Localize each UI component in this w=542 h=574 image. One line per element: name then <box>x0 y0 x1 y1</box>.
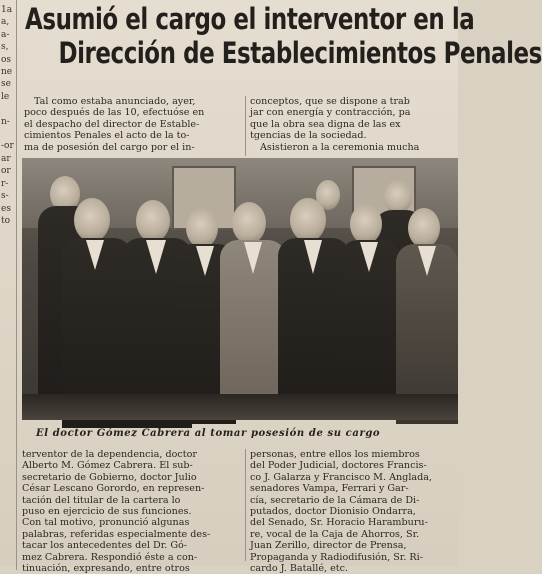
text-line: del Poder Judicial, doctores Francis- <box>250 460 427 472</box>
fragment-line <box>0 103 16 115</box>
fragment-line: r- <box>1 178 9 189</box>
text-line: palabras, referidas especialmente des- <box>22 528 211 540</box>
fragment-line: ne <box>1 67 13 78</box>
fragment-line <box>0 413 16 425</box>
text-line: el despacho del director de Estable- <box>24 118 200 130</box>
text-line: putados, doctor Dionisio Ondarra, <box>250 506 416 518</box>
fragment-line: 1a <box>1 5 13 15</box>
fragment-line <box>0 289 16 301</box>
fragment-line <box>0 389 16 401</box>
text-line: tación del titular de la cartera lo <box>22 494 181 506</box>
text-line: jar con energía y contracción, pa <box>250 107 411 119</box>
column-divider-top <box>245 96 246 156</box>
text-line: del Senado, Sr. Horacio Haramburu- <box>250 517 428 529</box>
fragment-line <box>0 438 16 450</box>
headline-line-2: Dirección de Establecimientos Penales <box>58 36 542 70</box>
text-line: que la obra sea digna de las ex <box>250 118 401 130</box>
text-line: cía, secretario de la Cámara de Di- <box>250 494 420 506</box>
text-line: tacar los antecedentes del Dr. Gó- <box>22 540 188 552</box>
text-line: Juan Zerillo, director de Prensa, <box>250 540 407 552</box>
text-line: cardo J. Batallé, etc. <box>250 563 349 574</box>
fragment-line: os <box>1 54 12 65</box>
fragment-line <box>0 525 16 537</box>
fragment-line <box>0 302 16 314</box>
fragment-line: s- <box>1 191 9 202</box>
text-line: conceptos, que se dispone a trab <box>250 96 410 107</box>
fragment-line <box>0 314 16 326</box>
text-line: mez Cabrera. Respondió éste a con- <box>22 551 198 563</box>
text-line: poco después de las 10, efectuóse en <box>24 107 205 119</box>
text-line: personas, entre ellos los miembros <box>250 449 420 460</box>
text-line: puso en ejercicio de sus funciones. <box>22 506 192 518</box>
fragment-line <box>0 550 16 562</box>
fragment-line: n- <box>1 116 10 127</box>
headline-line-1: Asumió el cargo el interventor en la <box>25 2 475 36</box>
fragment-line: or <box>1 166 11 177</box>
fragment-line: se <box>1 79 11 90</box>
text-line: tgencias de la sociedad. <box>250 130 367 142</box>
fragment-line: a- <box>1 29 10 40</box>
fragment-line <box>0 500 16 512</box>
text-line: re, vocal de la Caja de Ahorros, Sr. <box>250 528 420 540</box>
text-line: terventor de la dependencia, doctor <box>22 449 197 460</box>
fragment-line: ar <box>1 153 11 164</box>
text-line: tinuación, expresando, entre otros <box>22 563 190 574</box>
fragment-line <box>0 339 16 351</box>
fragment-line <box>0 401 16 413</box>
fragment-line <box>0 475 16 487</box>
continuation-column-left <box>22 449 242 574</box>
fragment-line <box>0 351 16 363</box>
fragment-line <box>0 451 16 463</box>
text-line: Tal como estaba anunciado, ayer, <box>34 96 196 107</box>
fragment-line <box>0 252 16 264</box>
fragment-line <box>0 277 16 289</box>
text-line: César Lescano Gorordo, en represen- <box>22 483 205 495</box>
fragment-line: le <box>1 91 10 102</box>
fragment-line: -or <box>1 141 14 152</box>
fragment-line <box>0 128 16 140</box>
fragment-line <box>0 426 16 438</box>
fragment-line: to <box>1 215 11 226</box>
fragment-line: s, <box>1 42 9 53</box>
text-line: Asistieron a la ceremonia mucha <box>260 141 420 153</box>
fragment-line: es <box>1 203 11 214</box>
fragment-line <box>0 513 16 525</box>
intro-column-right <box>250 96 460 153</box>
fragment-line: a, <box>1 17 10 28</box>
text-line: Con tal motivo, pronunció algunas <box>22 517 190 529</box>
photo-caption: El doctor Gómez Cabrera al tomar posesión de su cargo <box>36 428 381 439</box>
continuation-column-right <box>250 449 458 574</box>
group-photograph <box>22 158 458 420</box>
photo-table <box>22 394 458 420</box>
fragment-line <box>0 240 16 252</box>
text-line: co J. Galarza y Francisco M. Anglada, <box>250 471 433 483</box>
fragment-line <box>0 327 16 339</box>
fragment-line <box>0 488 16 500</box>
intro-column-left <box>24 96 242 153</box>
fragment-line <box>0 376 16 388</box>
fragment-line <box>0 227 16 239</box>
fragment-line <box>0 537 16 549</box>
fragment-line <box>0 463 16 475</box>
text-line: secretario de Gobierno, doctor Julio <box>22 471 197 483</box>
fragment-line <box>0 265 16 277</box>
text-line: Alberto M. Gómez Cabrera. El sub- <box>22 460 193 472</box>
adjacent-column-fragment <box>0 0 17 570</box>
text-line: Propaganda y Radiodifusión, Sr. Ri- <box>250 551 423 563</box>
headline <box>18 2 542 70</box>
text-line: cimientos Penales el acto de la to- <box>24 130 190 142</box>
fragment-line <box>0 364 16 376</box>
column-divider-bottom <box>245 449 246 561</box>
text-line: ma de posesión del cargo por el in- <box>24 141 195 153</box>
text-line: senadores Vampa, Ferrari y Gar- <box>250 483 409 495</box>
